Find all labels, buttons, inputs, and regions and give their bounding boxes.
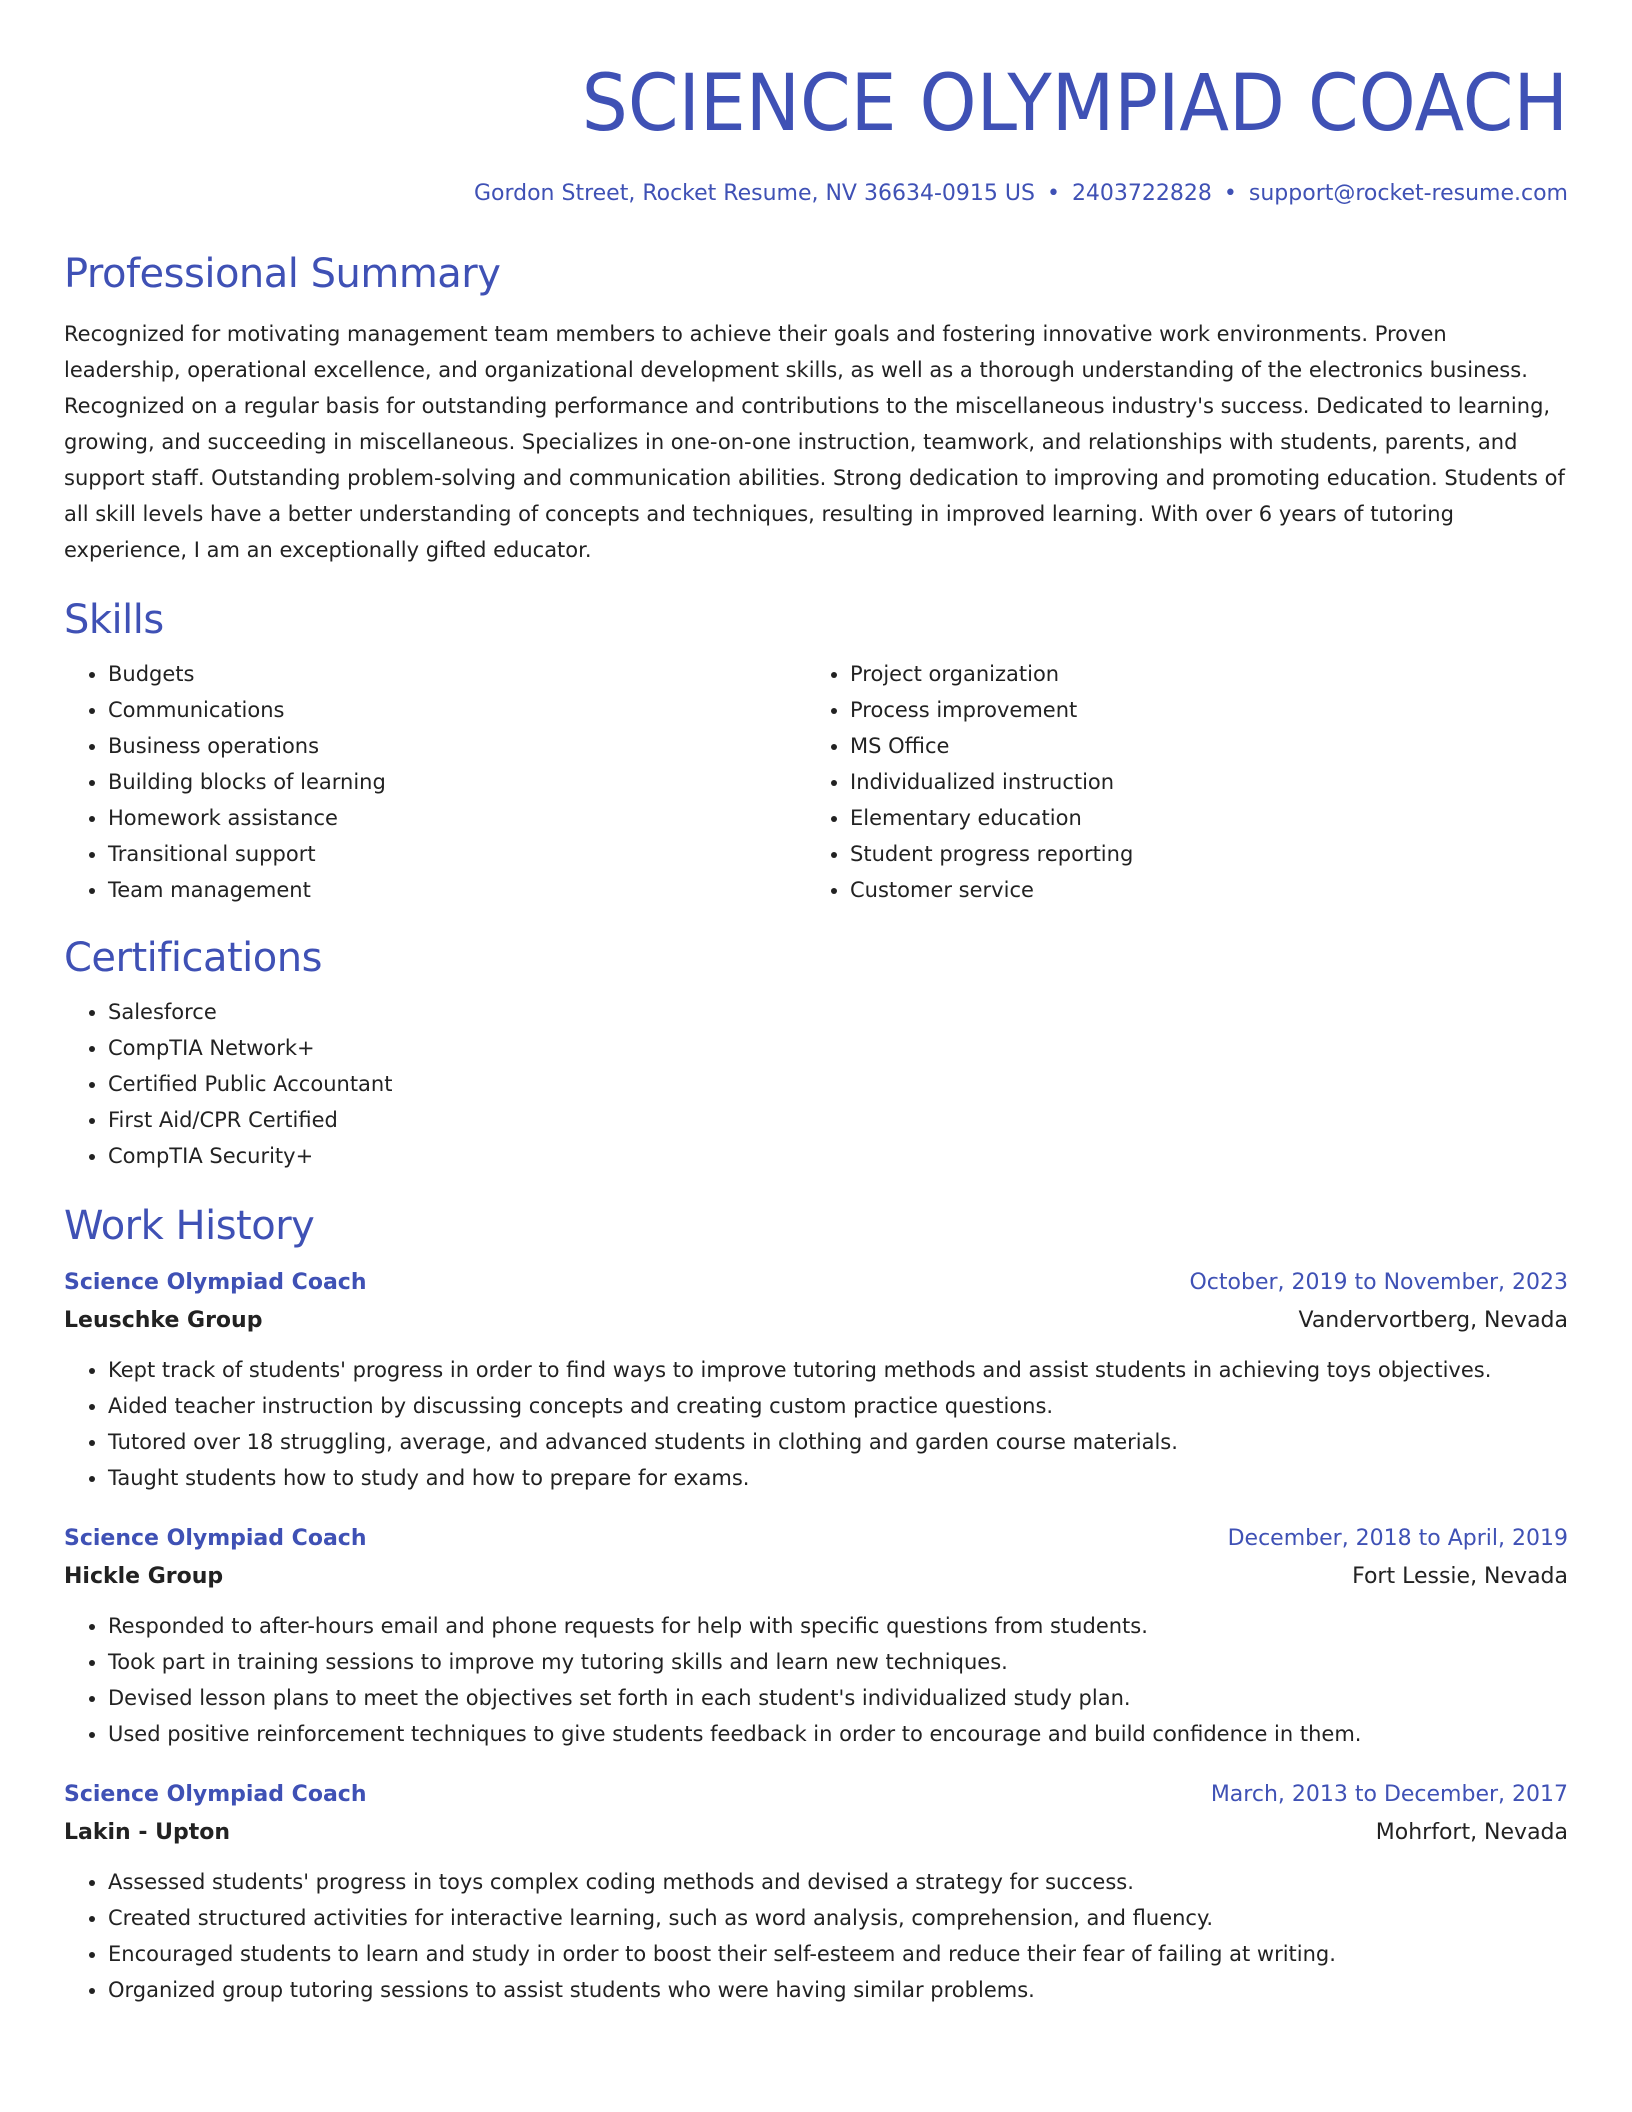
skill-item: • Customer service: [850, 872, 1548, 908]
job-bullet: • Kept track of students' progress in order to find ways to improve tutoring methods and assist students in achieving toys objectives.: [108, 1352, 1568, 1388]
job-bullet: • Created structured activities for interactive learning, such as word analysis, comprehension, and fluency.: [108, 1900, 1568, 1936]
job-bullet: • Tutored over 18 struggling, average, and advanced students in clothing and garden course materials.: [108, 1424, 1568, 1460]
job-bullet: • Encouraged students to learn and study in order to boost their self-esteem and reduce their fear of failing at writing.: [108, 1936, 1568, 1972]
job-bullet: • Organized group tutoring sessions to assist students who were having similar problems.: [108, 1972, 1568, 2008]
summary-text: Recognized for motivating management team members to achieve their goals and fostering innovative work environments. Proven leadership, operational excellence, and organizational development skills, as well as a thorough understanding of the electronics business. Recognized on a regular basis for outstanding performance and contributions to the miscellaneous industry's success. Dedicated to learning, growing, and succeeding in miscellaneous. Specializes in one-on-one instruction, teamwork, and relationships with students, parents, and support staff. Outstanding problem-solving and communication abilities. Strong dedication to improving and promoting education. Students of all skill levels have a better understanding of concepts and techniques, resulting in improved learning. With over 6 years of tutoring experience, I am an exceptionally gifted educator.: [64, 322, 1565, 562]
job-title: Science Olympiad Coach: [64, 1782, 367, 1807]
skill-item: • Homework assistance: [108, 800, 806, 836]
job-entry: [64, 1520, 1568, 1752]
skill-item: • Transitional support: [108, 836, 806, 872]
job-bullet: • Used positive reinforcement techniques to give students feedback in order to encourage and build confidence in them.: [108, 1716, 1568, 1752]
skill-item: • Student progress reporting: [850, 836, 1548, 872]
certifications-heading: Certifications: [64, 935, 322, 981]
job-location: Vandervortberg, Nevada: [1298, 1308, 1568, 1333]
job-bullets: [64, 1608, 1568, 1752]
skills-right-list: [806, 656, 1548, 908]
skill-item: • Building blocks of learning: [108, 764, 806, 800]
resume-name: SCIENCE OLYMPIAD COACH: [581, 59, 1568, 149]
certification-item: • First Aid/CPR Certified: [108, 1102, 1568, 1138]
resume-page: [64, 0, 1568, 2008]
job-bullet: • Responded to after-hours email and phone requests for help with specific questions from students.: [108, 1608, 1568, 1644]
certification-item: • CompTIA Network+: [108, 1030, 1568, 1066]
skill-item: • Process improvement: [850, 692, 1548, 728]
skill-item: • Business operations: [108, 728, 806, 764]
skill-item: • Individualized instruction: [850, 764, 1548, 800]
job-company: Leuschke Group: [64, 1308, 263, 1333]
job-company-row: [64, 1814, 1568, 1852]
skill-item: • Project organization: [850, 656, 1548, 692]
skill-item: • MS Office: [850, 728, 1548, 764]
work-history-heading: Work History: [64, 1203, 315, 1249]
contact-email[interactable]: support@rocket-resume.com: [1248, 181, 1568, 206]
skills-heading: Skills: [64, 597, 164, 643]
job-title-row: [64, 1520, 1568, 1558]
job-company: Lakin - Upton: [64, 1820, 231, 1845]
contact-address: Gordon Street, Rocket Resume, NV 36634-0915 US: [473, 181, 1035, 206]
job-bullet: • Taught students how to study and how to prepare for exams.: [108, 1460, 1568, 1496]
contact-phone: 2403722828: [1071, 181, 1212, 206]
certifications-list: [64, 994, 1568, 1174]
skill-item: • Team management: [108, 872, 806, 908]
job-bullets: [64, 1352, 1568, 1496]
job-bullet: • Devised lesson plans to meet the objectives set forth in each student's individualized study plan.: [108, 1680, 1568, 1716]
job-location: Mohrfort, Nevada: [1375, 1820, 1568, 1845]
skill-item: • Communications: [108, 692, 806, 728]
job-bullets: [64, 1864, 1568, 2008]
skills-left-list: [64, 656, 806, 908]
job-location: Fort Lessie, Nevada: [1352, 1564, 1568, 1589]
certification-item: • Salesforce: [108, 994, 1568, 1030]
job-company-row: [64, 1302, 1568, 1340]
job-company: Hickle Group: [64, 1564, 224, 1589]
certification-item: • Certified Public Accountant: [108, 1066, 1568, 1102]
job-title-row: [64, 1264, 1568, 1302]
contact-separator: •: [1223, 181, 1237, 206]
job-entry: [64, 1776, 1568, 2008]
skills-columns: [64, 656, 1568, 908]
job-dates: December, 2018 to April, 2019: [1227, 1526, 1568, 1551]
skill-item: • Elementary education: [850, 800, 1548, 836]
contact-line: [64, 178, 1568, 210]
job-company-row: [64, 1558, 1568, 1596]
job-bullet: • Aided teacher instruction by discussing concepts and creating custom practice questions.: [108, 1388, 1568, 1424]
summary-heading: Professional Summary: [64, 251, 501, 297]
job-title-row: [64, 1776, 1568, 1814]
job-entry: [64, 1264, 1568, 1496]
job-dates: October, 2019 to November, 2023: [1189, 1270, 1568, 1295]
job-bullet: • Assessed students' progress in toys complex coding methods and devised a strategy for success.: [108, 1864, 1568, 1900]
certifications-block: [64, 994, 1568, 1174]
job-bullet: • Took part in training sessions to improve my tutoring skills and learn new techniques.: [108, 1644, 1568, 1680]
work-history-list: [64, 1264, 1568, 2008]
contact-separator: •: [1046, 181, 1060, 206]
certification-item: • CompTIA Security+: [108, 1138, 1568, 1174]
skill-item: • Budgets: [108, 656, 806, 692]
job-title: Science Olympiad Coach: [64, 1526, 367, 1551]
job-title: Science Olympiad Coach: [64, 1270, 367, 1295]
job-dates: March, 2013 to December, 2017: [1210, 1782, 1568, 1807]
